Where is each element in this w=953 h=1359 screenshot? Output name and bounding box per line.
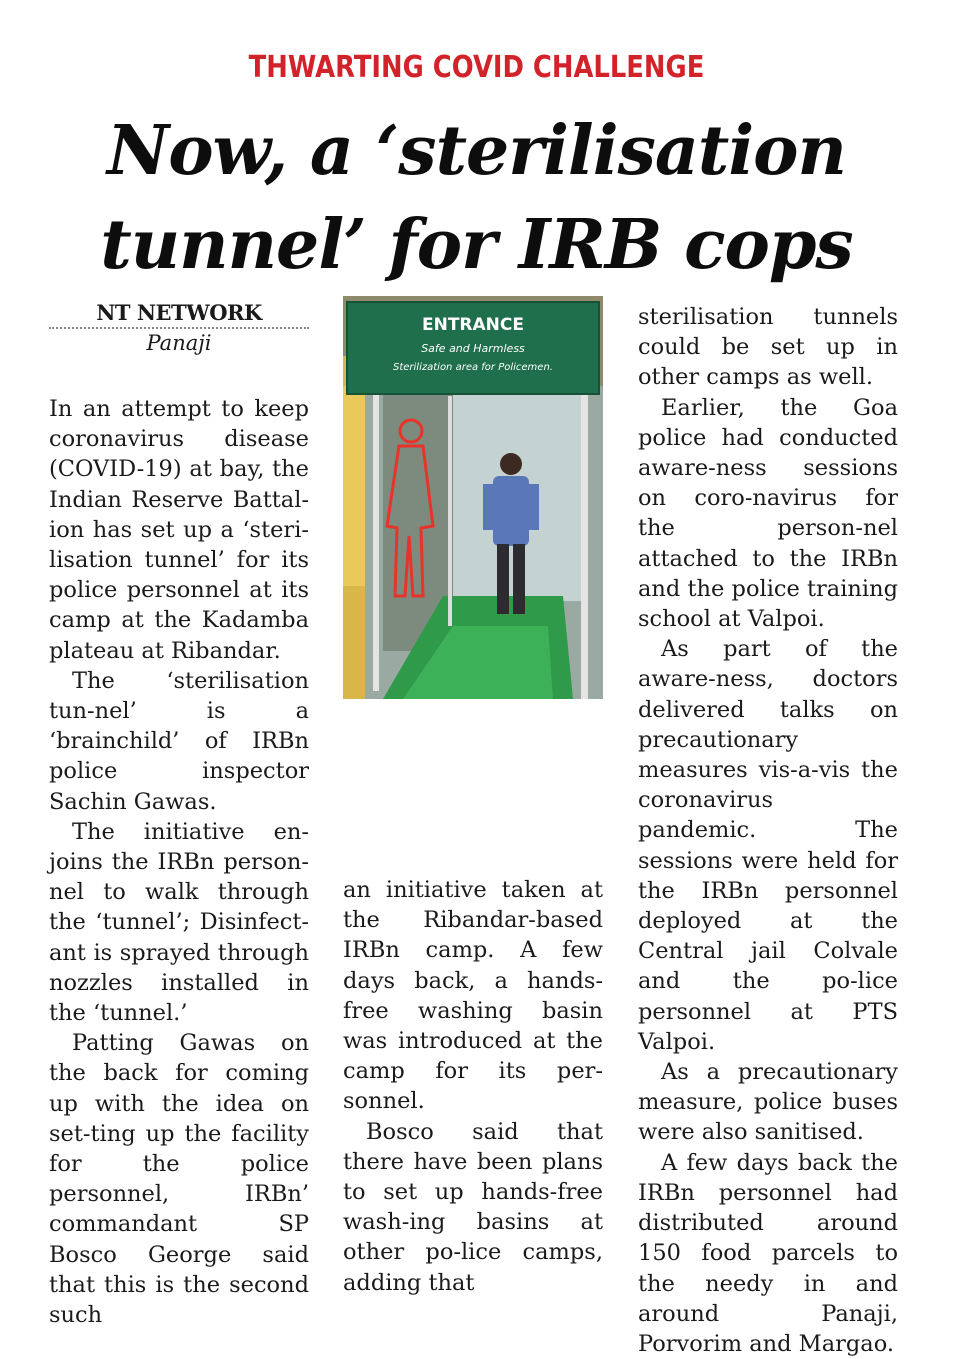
paragraph: Bosco said that there have been plans to set up hands-free wash-ing basins at other po-lice camps, adding that (343, 1118, 603, 1296)
paragraph: Patting Gawas on the back for coming up with the idea on set-ting up the facility for the police personnel, IRBn’ commandant SP Bosco George said that this is the second such (49, 1030, 309, 1329)
byline (49, 300, 309, 355)
headline-line-1: Now, a ‘sterilisation (107, 111, 846, 191)
sterilisation-tunnel-photo (343, 296, 603, 699)
sign-line-2: Sterilization area for Policemen. (393, 362, 553, 373)
article-column-2 (343, 875, 603, 1298)
paragraph: The ‘sterilisation tun-nel’ is a ‘brainchild’ of IRBn police inspector Sachin Gawas. (49, 667, 309, 815)
dateline-place: Panaji (146, 331, 212, 355)
paragraph: The initiative en-joins the IRBn person-nel to walk through the ‘tunnel’; Disinfect-ant is sprayed through nozzles installed in the ‘tunnel.’ (49, 818, 309, 1027)
paragraph: As a precautionary measure, police buses were also sanitised. (638, 1059, 898, 1146)
headline-line-2: tunnel’ for IRB cops (100, 205, 853, 285)
paragraph: an initiative taken at the Ribandar-based IRBn camp. A few days back, a hands-free washing basin was introduced at the camp for its per-sonnel. (343, 877, 603, 1115)
paragraph: In an attempt to keep coronavirus disease (COVID-19) at bay, the Indian Reserve Battal-ion has set up a ‘steri-lisation tunnel’ for its police personnel at its camp at the Kadamba plateau at Ribandar. (49, 396, 309, 664)
section-kicker: THWARTING COVID CHALLENGE (248, 50, 705, 85)
article-column-3 (638, 302, 898, 1359)
paragraph: Earlier, the Goa police had conducted aware-ness sessions on coro-navirus for the person-nel attached to the IRBn and the police training school at Valpoi. (638, 394, 898, 633)
paragraph: A few days back the IRBn personnel had distributed around 150 food parcels to the needy in and around Panaji, Porvorim and Margao. (638, 1149, 898, 1357)
paragraph: As part of the aware-ness, doctors delivered talks on precautionary measures vis-a-vis the coronavirus pandemic. The sessions were held for the IRBn personnel deployed at the Central jail Colvale and the po-lice personnel at PTS Valpoi. (638, 636, 898, 1055)
paragraph: sterilisation tunnels could be set up in other camps as well. (638, 304, 898, 391)
byline-agency: NT NETWORK (49, 300, 309, 329)
news-photo (343, 296, 603, 699)
sign-line-1: Safe and Harmless (421, 342, 525, 355)
sign-title: ENTRANCE (422, 315, 524, 335)
headline (0, 104, 953, 292)
article-column-1 (49, 394, 309, 1330)
